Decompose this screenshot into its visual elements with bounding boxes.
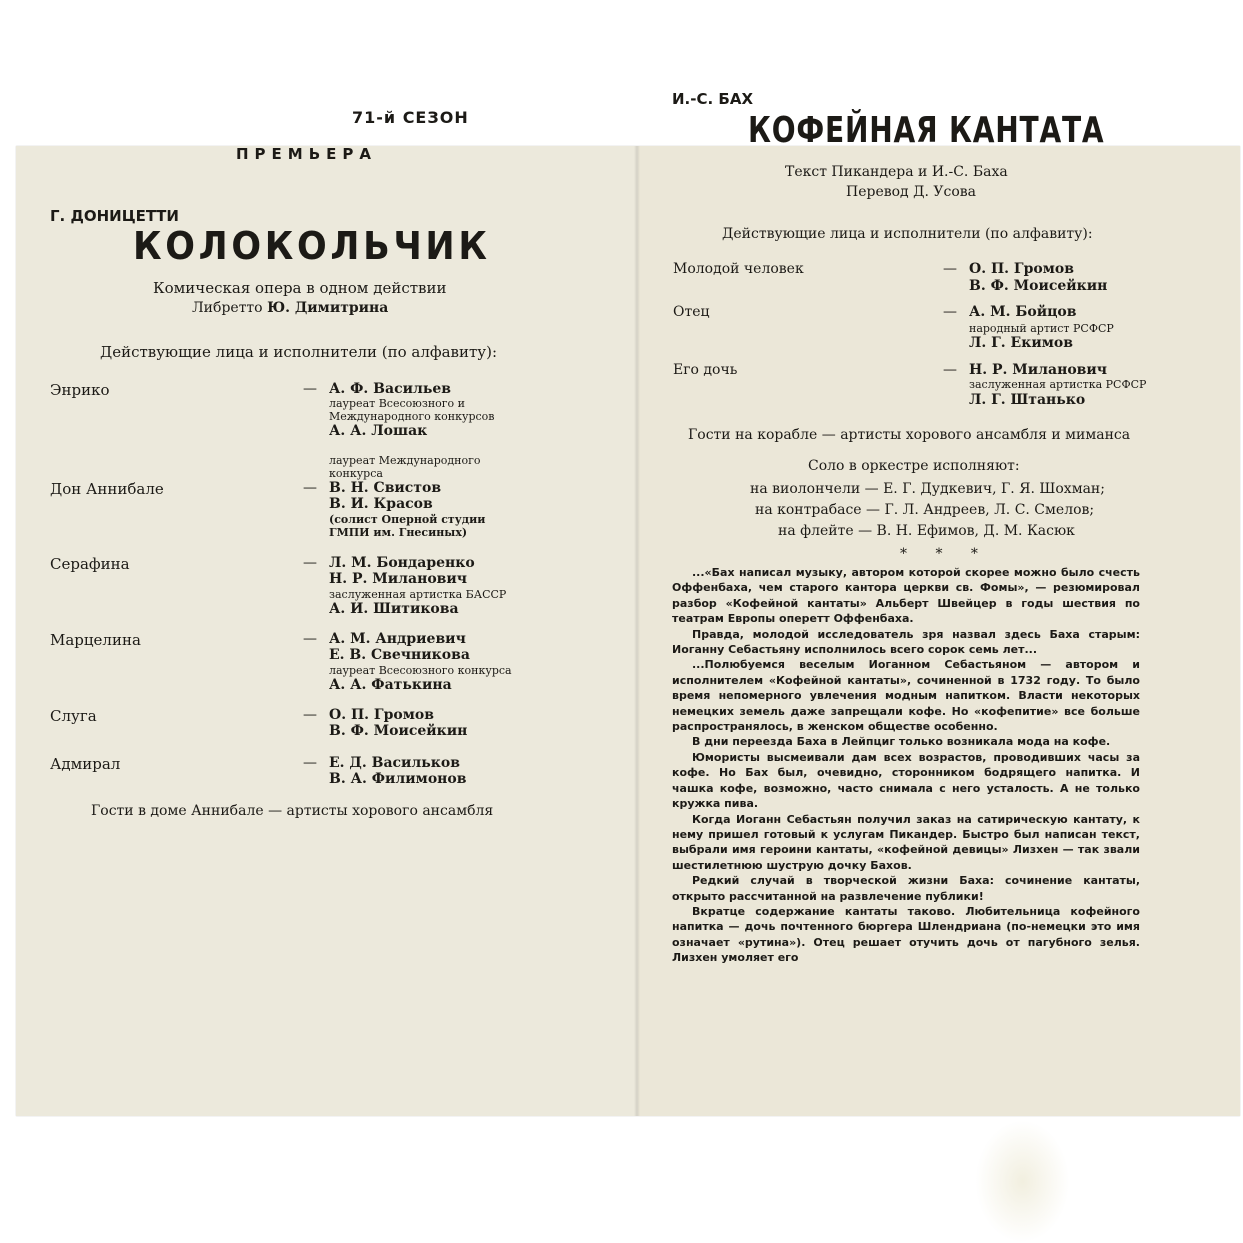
cast-dash: — [943, 304, 957, 320]
performer-note: лауреат Всесоюзного конкурса [329, 664, 512, 677]
performer: А. М. Бойцов [969, 304, 1077, 320]
premiere-label: ПРЕМЬЕРА [236, 145, 378, 163]
cast-dash: — [303, 707, 317, 723]
libretto-prefix: Либретто [192, 300, 263, 316]
cast-dash: — [303, 480, 317, 496]
cast-heading-right: Действующие лица и исполнители (по алфавиту): [722, 226, 1093, 242]
essay-text [672, 565, 1140, 966]
performer: Е. Д. Васильков [329, 755, 460, 771]
role-serafina: Серафина [50, 555, 130, 573]
solo-cello: на виолончели — Е. Г. Дудкевич, Г. Я. Шохман; [750, 481, 1105, 497]
solo-double-bass: на контрабасе — Г. Л. Андреев, Л. С. Смелов; [755, 502, 1095, 518]
essay-paragraph: Юмористы высмеивали дам всех возрастов, проводивших часы за кофе. Но Бах был, очевидно, сторонником бодрящего напитка. И чашка кофе, возможно, часто снимала с него усталость. А не только кружка пива. [672, 750, 1140, 811]
performer-note: ГМПИ им. Гнесиных) [329, 526, 468, 539]
performer: В. Ф. Моисейкин [329, 723, 468, 739]
cast-dash: — [303, 555, 317, 571]
performer: О. П. Громов [969, 261, 1074, 277]
text-credit: Текст Пикандера и И.-С. Баха [785, 164, 1008, 180]
performer-note: заслуженная артистка РСФСР [969, 378, 1147, 391]
separator-stars: * * * [900, 546, 990, 562]
cast-dash: — [303, 631, 317, 647]
performer-note: лауреат Всесоюзного и [329, 397, 465, 410]
role-admiral: Адмирал [50, 755, 121, 773]
performer: В. И. Красов [329, 496, 433, 512]
performer: Л. М. Бондаренко [329, 555, 475, 571]
performer: Е. В. Свечникова [329, 647, 470, 663]
performer: В. А. Филимонов [329, 771, 467, 787]
performer-note: Международного конкурсов [329, 410, 495, 423]
role-young-man: Молодой человек [673, 261, 804, 277]
page-fold [634, 146, 640, 1116]
libretto-author: Ю. Димитрина [267, 300, 389, 316]
performer: О. П. Громов [329, 707, 434, 723]
cast-dash: — [303, 755, 317, 771]
cast-dash: — [303, 381, 317, 397]
performer: Л. Г. Екимов [969, 335, 1073, 351]
role-marcelina: Марцелина [50, 631, 141, 649]
essay-paragraph: В дни переезда Баха в Лейпциг только возникала мода на кофе. [692, 735, 1111, 749]
cast-dash: — [943, 261, 957, 277]
essay-paragraph: ...«Бах написал музыку, автором которой скорее можно было счесть Оффенбаха, чем старого кантора церкви св. Фомы», — резюмировал разбор «Кофейной кантаты» Альберт Швейцер в годы шествия по театрам Европы оперетт Оффенбаха. [672, 566, 1140, 626]
season-label: 71-й СЕЗОН [352, 108, 469, 127]
role-father: Отец [673, 304, 710, 320]
cantata-title: КОФЕЙНАЯ КАНТАТА [748, 110, 1105, 151]
role-servant: Слуга [50, 707, 97, 725]
composer-bach: И.-С. БАХ [672, 90, 754, 108]
performer: В. Н. Свистов [329, 480, 442, 496]
performer: Л. Г. Штанько [969, 392, 1086, 408]
performer: А. А. Фатькина [329, 677, 452, 693]
solo-flute: на флейте — В. Н. Ефимов, Д. М. Касюк [778, 523, 1075, 539]
performer-note: конкурса [329, 467, 383, 480]
essay-paragraph: Когда Иоганн Себастьян получил заказ на сатирическую кантату, к нему пришел готовый к услугам Пикандер. Быстро был написан текст, выбрали имя героини кантаты, «кофейной девицы» Лизхен — так звали шестилетнюю шуструю дочку Бахов. [672, 812, 1140, 872]
performer: Н. Р. Миланович [969, 362, 1108, 378]
composer-donizetti: Г. ДОНИЦЕТТИ [50, 207, 179, 225]
opera-subtitle: Комическая опера в одном действии [153, 279, 447, 297]
essay-paragraph: Вкратце содержание кантаты таково. Любительница кофейного напитка — дочь почтенного бюргера Шлендриана (по-немецки это имя означает «рутина»). Отец решает отучить дочь от пагубного зелья. Лизхен умоляет его [672, 904, 1140, 965]
performer: А. М. Андриевич [329, 631, 466, 647]
performer: В. Ф. Моисейкин [969, 278, 1108, 294]
role-enrico: Энрико [50, 381, 110, 399]
performer: А. И. Шитикова [329, 601, 459, 617]
paper-stain [975, 1120, 1070, 1243]
performer-note: (солист Оперной студии [329, 513, 486, 526]
guests-left: Гости в доме Аннибале — артисты хорового ансамбля [91, 803, 494, 819]
essay-paragraph: ...Полюбуемся веселым Иоганном Себастьяном — автором и исполнителем «Кофейной кантаты», сочиненной в 1732 году. То было время непомерного увлечения модным напитком. Власти некоторых немецких земель даже запрещали кофе. Но «кофепитие» все больше распространялось, в женском обществе особенно. [672, 658, 1140, 734]
performer-note: лауреат Международного [329, 454, 481, 467]
opera-title: КОЛОКОЛЬЧИК [133, 224, 491, 268]
essay-paragraph: Правда, молодой исследователь зря назвал здесь Баха старым: Иоганну Себастьяну исполнилось всего сорок семь лет... [672, 627, 1140, 657]
performer-note: народный артист РСФСР [969, 322, 1114, 335]
role-daughter: Его дочь [673, 362, 738, 378]
performer: А. А. Лошак [329, 423, 428, 439]
translation-credit: Перевод Д. Усова [846, 184, 977, 200]
essay-paragraph: Редкий случай в творческой жизни Баха: сочинение кантаты, открыто рассчитанной на развлечение публики! [672, 874, 1140, 903]
performer: А. Ф. Васильев [329, 381, 452, 397]
cast-dash: — [943, 362, 957, 378]
guests-right: Гости на корабле — артисты хорового ансамбля и миманса [688, 427, 1131, 443]
solo-heading: Соло в оркестре исполняют: [808, 458, 1020, 474]
cast-heading-left: Действующие лица и исполнители (по алфавиту): [100, 343, 498, 361]
performer: Н. Р. Миланович [329, 571, 468, 587]
libretto-credit [192, 300, 388, 316]
role-don-annibale: Дон Аннибале [50, 480, 164, 498]
performer-note: заслуженная артистка БАССР [329, 588, 507, 601]
